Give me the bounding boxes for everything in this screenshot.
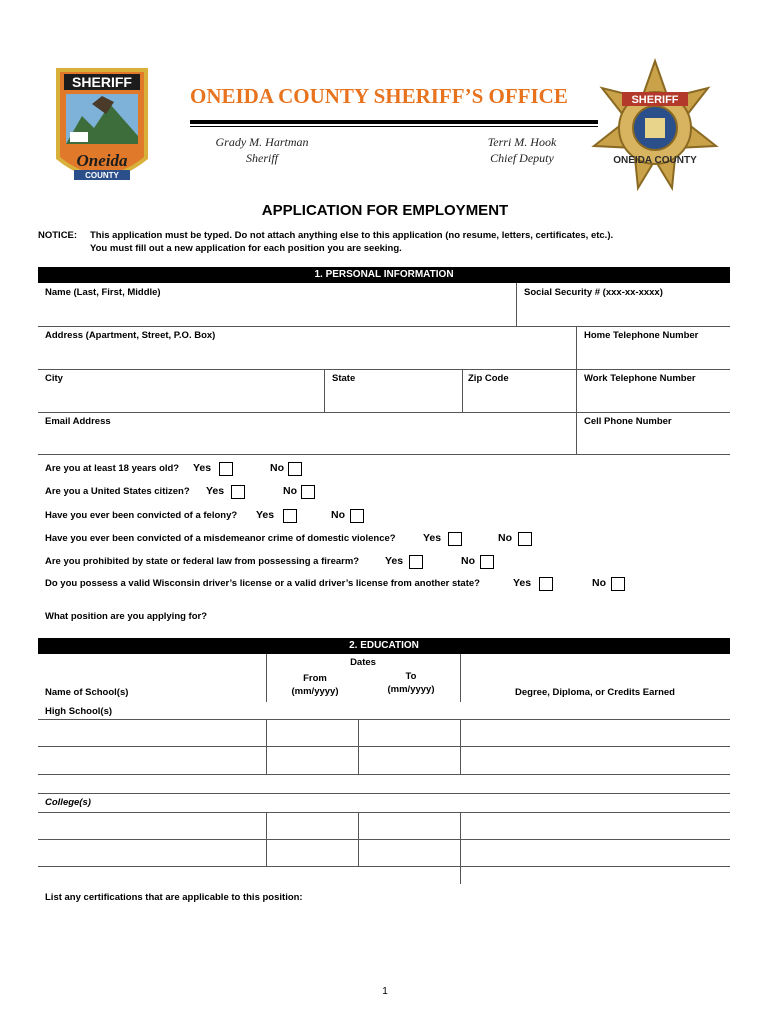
row-divider: [38, 326, 730, 327]
ssn-label: Social Security # (xxx-xx-xxxx): [524, 287, 663, 298]
no-label: No: [461, 555, 475, 567]
zip-label: Zip Code: [468, 373, 509, 384]
college-row-2[interactable]: [40, 841, 728, 865]
no-checkbox[interactable]: [301, 485, 315, 499]
sheriff-title: Sheriff: [246, 151, 278, 165]
college-label: College(s): [45, 797, 91, 808]
svg-text:ONEIDA COUNTY: ONEIDA COUNTY: [613, 155, 697, 166]
yes-label: Yes: [513, 577, 532, 589]
svg-text:COUNTY: COUNTY: [85, 171, 119, 180]
row-divider: [38, 412, 730, 413]
education-heading: 2. EDUCATION: [38, 638, 730, 654]
state-divider: [324, 369, 325, 412]
position-field[interactable]: [250, 608, 728, 626]
row-divider: [38, 369, 730, 370]
email-label: Email Address: [45, 416, 111, 427]
yes-label: Yes: [385, 555, 404, 567]
no-label: No: [270, 462, 284, 474]
row-divider: [38, 454, 730, 455]
name-label: Name (Last, First, Middle): [45, 287, 161, 298]
high-school-row-2[interactable]: [40, 748, 728, 772]
yes-label: Yes: [206, 485, 225, 497]
cell-phone-field[interactable]: [580, 429, 728, 453]
question-text: Are you at least 18 years old?: [45, 463, 180, 474]
notice-label: NOTICE:: [38, 230, 78, 241]
zip-divider: [462, 369, 463, 412]
notice-line-2: You must fill out a new application for each position you are seeking.: [90, 243, 402, 254]
college-row-1[interactable]: [40, 814, 728, 838]
home-phone-field[interactable]: [580, 344, 728, 368]
city-field[interactable]: [40, 386, 320, 410]
question-text: Have you ever been convicted of a misdemeanor crime of domestic violence?: [45, 533, 396, 544]
row-divider: [38, 839, 730, 840]
page-number: 1: [382, 986, 388, 997]
state-label: State: [332, 373, 356, 384]
header-rule-thin: [190, 126, 598, 127]
dates-label: Dates: [350, 657, 376, 668]
no-checkbox[interactable]: [288, 462, 302, 476]
svg-text:Oneida: Oneida: [76, 151, 128, 170]
from-label: From: [303, 673, 327, 684]
to-format: (mm/yyyy): [387, 684, 435, 695]
yes-checkbox[interactable]: [231, 485, 245, 499]
yes-checkbox[interactable]: [283, 509, 297, 523]
state-field[interactable]: [328, 386, 458, 410]
question-text: Do you possess a valid Wisconsin driver’s license or a valid driver’s license from another state?: [45, 578, 480, 589]
certifications-label: List any certifications that are applicable to this position:: [45, 892, 303, 903]
city-label: City: [45, 373, 63, 384]
no-checkbox[interactable]: [350, 509, 364, 523]
email-field[interactable]: [40, 429, 572, 453]
no-label: No: [592, 577, 606, 589]
address-label: Address (Apartment, Street, P.O. Box): [45, 330, 216, 341]
question-text: Have you ever been convicted of a felony?: [45, 510, 238, 521]
degree-header: Degree, Diploma, or Credits Earned: [515, 687, 675, 698]
school-name-header: Name of School(s): [45, 687, 129, 698]
question-text: Are you a United States citizen?: [45, 486, 190, 497]
to-label: To: [405, 671, 417, 682]
sheriff-block: [200, 134, 324, 166]
row-divider: [38, 719, 730, 720]
svg-text:SHERIFF: SHERIFF: [631, 94, 679, 106]
work-phone-label: Work Telephone Number: [584, 373, 696, 384]
sheriff-name: Grady M. Hartman: [215, 135, 309, 149]
yes-checkbox[interactable]: [219, 462, 233, 476]
zip-field[interactable]: [466, 386, 572, 410]
personal-info-heading: 1. PERSONAL INFORMATION: [38, 267, 730, 283]
row-divider: [38, 774, 730, 775]
position-label: What position are you applying for?: [45, 611, 208, 622]
question-domestic-violence: [45, 532, 545, 548]
yes-checkbox[interactable]: [539, 577, 553, 591]
address-field[interactable]: [40, 344, 572, 368]
office-title: ONEIDA COUNTY SHERIFF’S OFFICE: [190, 84, 568, 108]
question-drivers-license: [45, 577, 635, 593]
no-label: No: [498, 532, 512, 544]
ssn-field[interactable]: [520, 300, 728, 326]
question-firearm: [45, 555, 505, 571]
no-label: No: [283, 485, 297, 497]
no-label: No: [331, 509, 345, 521]
row-divider: [38, 793, 730, 794]
no-checkbox[interactable]: [480, 555, 494, 569]
county-patch-logo: [52, 66, 152, 188]
no-checkbox[interactable]: [611, 577, 625, 591]
question-text: Are you prohibited by state or federal law from possessing a firearm?: [45, 556, 360, 567]
high-school-label: High School(s): [45, 706, 113, 717]
question-felony: [45, 509, 375, 525]
yes-checkbox[interactable]: [409, 555, 423, 569]
yes-label: Yes: [256, 509, 275, 521]
no-checkbox[interactable]: [518, 532, 532, 546]
deputy-block: [460, 134, 584, 166]
yes-label: Yes: [193, 462, 212, 474]
deputy-name: Terri M. Hook: [487, 135, 557, 149]
cell-phone-label: Cell Phone Number: [584, 416, 672, 427]
notice-line-1: This application must be typed. Do not attach anything else to this application (no resume, letters, certificates, etc.).: [90, 230, 614, 241]
sheriff-star-badge: [588, 58, 722, 192]
form-title: APPLICATION FOR EMPLOYMENT: [261, 202, 509, 219]
yes-checkbox[interactable]: [448, 532, 462, 546]
deputy-title: Chief Deputy: [490, 151, 554, 165]
question-age: [45, 462, 345, 478]
from-format: (mm/yyyy): [291, 686, 339, 697]
question-citizen: [45, 485, 345, 501]
header-rule: [190, 120, 598, 124]
certifications-field[interactable]: [40, 908, 728, 978]
row-divider: [38, 812, 730, 813]
home-phone-divider: [576, 326, 577, 454]
svg-text:SHERIFF: SHERIFF: [72, 74, 132, 90]
ssn-divider: [516, 283, 517, 327]
work-phone-field[interactable]: [580, 386, 728, 410]
home-phone-label: Home Telephone Number: [584, 330, 699, 341]
yes-label: Yes: [423, 532, 442, 544]
row-divider: [38, 866, 730, 867]
row-divider: [38, 746, 730, 747]
name-field[interactable]: [40, 300, 514, 326]
high-school-row-1[interactable]: [40, 721, 728, 745]
